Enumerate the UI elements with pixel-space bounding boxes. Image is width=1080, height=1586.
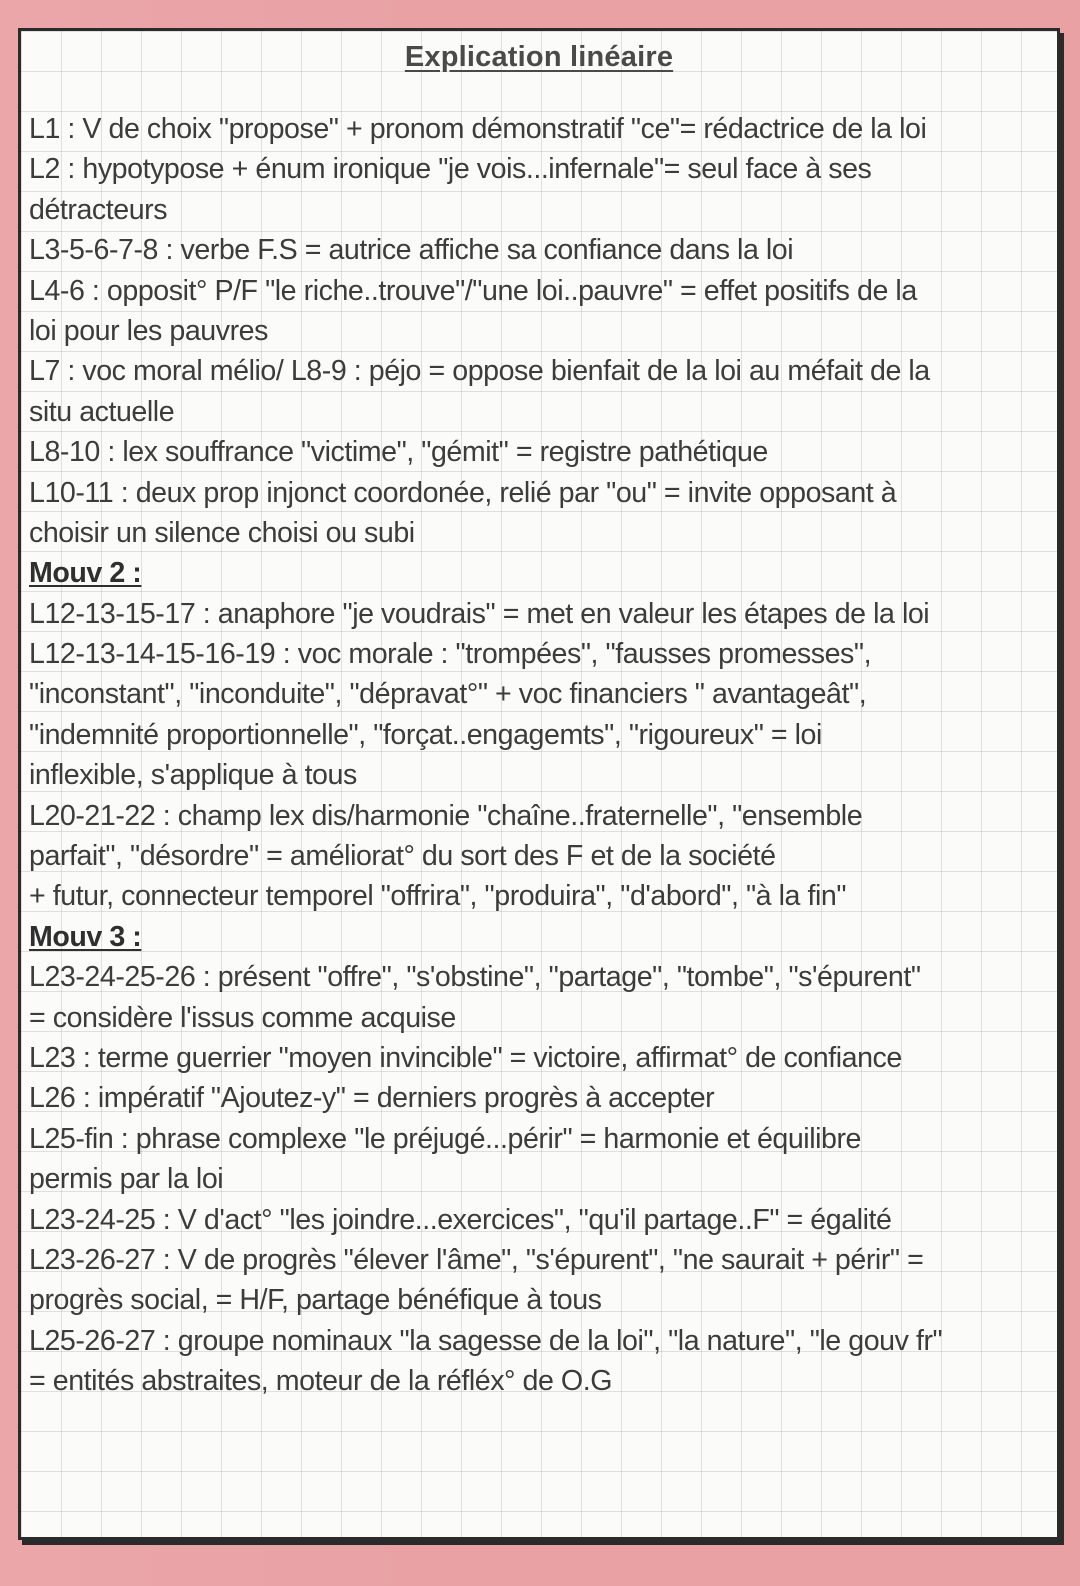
note-line: + futur, connecteur temporel "offrira", "produira", "d'abord", "à la fin" xyxy=(29,880,847,913)
note-line: L25-fin : phrase complexe "le préjugé...périr" = harmonie et équilibre xyxy=(29,1122,861,1155)
note-line: L23-24-25 : V d'act° "les joindre...exercices", "qu'il partage..F" = égalité xyxy=(29,1203,892,1236)
note-line: L12-13-15-17 : anaphore "je voudrais" = met en valeur les étapes de la loi xyxy=(29,597,930,630)
grid-paper-sheet xyxy=(18,28,1060,1540)
note-line: L20-21-22 : champ lex dis/harmonie "chaîne..fraternelle", "ensemble xyxy=(29,799,863,832)
section-heading-mouv-2: Mouv 2 : xyxy=(29,557,142,590)
note-line: L10-11 : deux prop injonct coordonée, relié par "ou" = invite opposant à xyxy=(29,476,897,509)
note-line: "indemnité proportionnelle", "forçat..engagemts", "rigoureux" = loi xyxy=(29,718,822,751)
note-line: L23-24-25-26 : présent "offre", "s'obstine", "partage", "tombe", "s'épurent" xyxy=(29,961,921,994)
note-line: = considère l'issus comme acquise xyxy=(29,1001,456,1034)
note-line: inflexible, s'applique à tous xyxy=(29,759,357,792)
note-line: L2 : hypotypose + énum ironique "je vois...infernale"= seul face à ses xyxy=(29,153,872,186)
note-line: progrès social, = H/F, partage bénéfique à tous xyxy=(29,1284,602,1317)
note-line: loi pour les pauvres xyxy=(29,314,268,347)
note-line: = entités abstraites, moteur de la réfléx° de O.G xyxy=(29,1365,612,1398)
note-line: L23 : terme guerrier "moyen invincible" = victoire, affirmat° de confiance xyxy=(29,1041,902,1074)
note-line: "inconstant", "inconduite", "dépravat°" + voc financiers " avantageât", xyxy=(29,678,867,711)
note-line: L8-10 : lex souffrance "victime", "gémit" = registre pathétique xyxy=(29,436,768,469)
note-line: L23-26-27 : V de progrès "élever l'âme", "s'épurent", "ne saurait + périr" = xyxy=(29,1243,924,1276)
section-heading-mouv-3: Mouv 3 : xyxy=(29,920,142,953)
note-line: L1 : V de choix "propose" + pronom démonstratif "ce"= rédactrice de la loi xyxy=(29,113,927,145)
note-line: choisir un silence choisi ou subi xyxy=(29,516,415,549)
document-title: Explication linéaire xyxy=(404,41,674,73)
note-line: L3-5-6-7-8 : verbe F.S = autrice affiche sa confiance dans la loi xyxy=(29,234,794,267)
note-line: L26 : impératif "Ajoutez-y" = derniers progrès à accepter xyxy=(29,1082,715,1115)
note-line: L12-13-14-15-16-19 : voc morale : "trompées", "fausses promesses", xyxy=(29,638,872,671)
note-line: détracteurs xyxy=(29,193,168,226)
note-line: L4-6 : opposit° P/F "le riche..trouve"/"une loi..pauvre" = effet positifs de la xyxy=(29,274,917,307)
note-line: situ actuelle xyxy=(29,395,175,428)
note-line: L25-26-27 : groupe nominaux "la sagesse de la loi", "la nature", "le gouv fr" xyxy=(29,1324,943,1357)
note-line: parfait", "désordre" = améliorat° du sort des F et de la société xyxy=(29,840,776,873)
note-line: L7 : voc moral mélio/ L8-9 : péjo = oppose bienfait de la loi au méfait de la xyxy=(29,355,930,388)
note-line: permis par la loi xyxy=(29,1163,224,1196)
notes-content xyxy=(29,109,1051,1402)
